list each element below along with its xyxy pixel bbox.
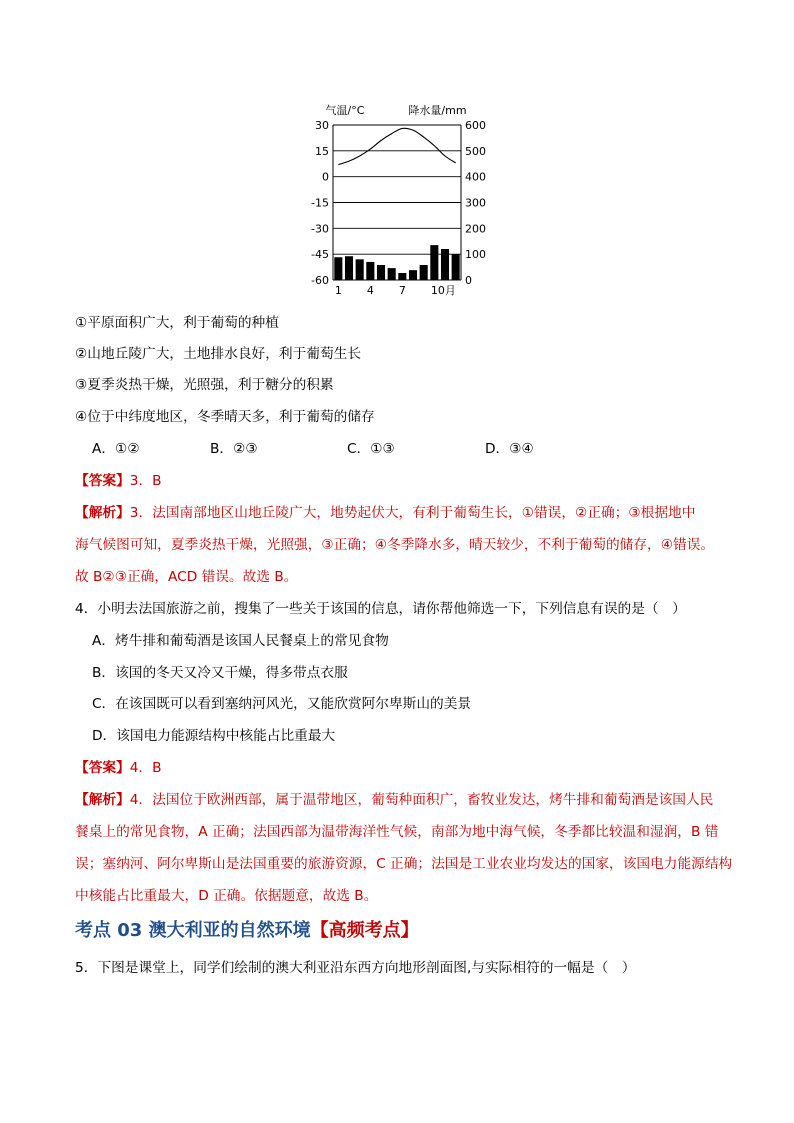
q4-analysis-line-1 (75, 790, 713, 810)
precipitation-tick-label: 300 (465, 196, 486, 210)
precipitation-axis-title: 降水量/mm (408, 104, 467, 117)
statement-1: ①平原面积广大，利于葡萄的种植 (75, 315, 279, 331)
precipitation-tick-label: 0 (465, 274, 472, 287)
q3-answer-line (75, 471, 162, 491)
precipitation-tick-label: 600 (465, 119, 486, 132)
climate-chart (295, 100, 495, 300)
statement-4: ④位于中纬度地区，冬季晴天多，利于葡萄的储存 (75, 409, 375, 425)
q4-analysis-line-4: 中核能占比重最大，D 正确。依据题意，故选 B。 (75, 888, 378, 904)
q4-option-d: D．该国电力能源结构中核能占比重最大 (92, 728, 336, 744)
q3-option-b: B．②③ (210, 441, 258, 457)
q4-option-b: B．该国的冬天又冷又干燥，得多带点衣服 (92, 665, 348, 681)
precipitation-tick-label: 500 (465, 144, 486, 158)
q4-answer-text: 4．B (129, 760, 162, 776)
temperature-tick-label: 0 (322, 170, 329, 184)
q4-option-a: A．烤牛排和葡萄酒是该国人民餐桌上的常见食物 (92, 633, 389, 649)
q4-answer-tag: 【答案】 (75, 760, 130, 776)
q4-analysis-tag: 【解析】 (75, 792, 130, 808)
precipitation-bar-month-3 (356, 259, 364, 280)
q4-stem: 4．小明去法国旅游之前，搜集了一些关于该国的信息，请你帮他筛选一下，下列信息有误的是（ ） (75, 601, 686, 617)
statement-3: ③夏季炎热干燥，光照强，利于糖分的积累 (75, 377, 334, 393)
q3-option-c: C．①③ (347, 441, 395, 457)
q4-analysis-text-1: 4．法国位于欧洲西部，属于温带地区，葡萄种面积广，畜牧业发达，烤牛排和葡萄酒是该国人民 (129, 792, 714, 808)
q4-option-c: C．在该国既可以看到塞纳河风光，又能欣赏阿尔卑斯山的美景 (92, 696, 472, 712)
precipitation-bar-month-1 (334, 257, 342, 280)
q3-analysis-tag: 【解析】 (75, 505, 130, 521)
q3-analysis-line-1 (75, 503, 695, 523)
precipitation-tick-label: 100 (465, 248, 486, 262)
precipitation-bar-month-2 (345, 256, 353, 280)
precipitation-bar-month-5 (377, 265, 385, 280)
q5-stem: 5．下图是课堂上，同学们绘制的澳大利亚沿东西方向地形剖面图,与实际相符的一幅是（ ） (75, 960, 636, 976)
month-tick-label: 4 (366, 284, 374, 297)
precipitation-bar-month-11 (441, 249, 449, 280)
temperature-tick-label: -45 (311, 248, 329, 262)
temperature-axis-title: 气温/°C (325, 104, 365, 117)
precipitation-bar-month-12 (452, 254, 460, 280)
q3-analysis-line-2: 海气候图可知，夏季炎热干燥，光照强，③正确；④冬季降水多，晴天较少，不利于葡萄的储存，④错误。 (75, 537, 715, 553)
temperature-tick-label: -30 (311, 222, 329, 236)
precipitation-bar-month-6 (388, 268, 396, 280)
q3-option-a: A．①② (92, 441, 140, 457)
temperature-tick-label: 30 (315, 119, 329, 132)
q3-option-d: D．③④ (485, 441, 534, 457)
temperature-tick-label: -15 (311, 196, 329, 210)
precipitation-bar-month-9 (420, 265, 428, 280)
q4-analysis-line-3: 误；塞纳河、阿尔卑斯山是法国重要的旅游资源，C 正确；法国是工业农业均发达的国家，该国电力能源结构 (75, 856, 733, 872)
section-tag: 【高频考点】 (310, 920, 419, 941)
section-title: 考点 03 澳大利亚的自然环境 (75, 920, 311, 941)
statement-2: ②山地丘陵广大，土地排水良好，利于葡萄生长 (75, 346, 362, 362)
temperature-tick-label: 15 (315, 144, 329, 158)
precipitation-tick-label: 200 (465, 222, 486, 236)
q3-analysis-line-3: 故 B②③正确，ACD 错误。故选 B。 (75, 569, 298, 585)
month-tick-label: 7 (398, 284, 406, 297)
temperature-curve (338, 128, 455, 164)
section-heading (75, 919, 419, 943)
precipitation-tick-label: 400 (465, 170, 486, 184)
temperature-tick-label: -60 (311, 274, 329, 287)
precipitation-bar-month-8 (409, 270, 417, 280)
month-tick-label: 10月 (430, 284, 456, 297)
precipitation-bar-month-10 (430, 245, 438, 280)
precipitation-bar-month-4 (366, 262, 374, 280)
q3-answer-tag: 【答案】 (75, 473, 130, 489)
q3-analysis-text-1: 3．法国南部地区山地丘陵广大，地势起伏大，有利于葡萄生长，①错误，②正确；③根据地中 (129, 505, 696, 521)
month-tick-label: 1 (334, 284, 342, 297)
q3-answer-text: 3．B (129, 473, 162, 489)
precipitation-bar-month-7 (398, 273, 406, 280)
q4-answer-line (75, 758, 162, 778)
q4-analysis-line-2: 餐桌上的常见食物，A 正确；法国西部为温带海洋性气候，南部为地中海气候，冬季都比较温和湿润，B 错 (75, 824, 719, 840)
